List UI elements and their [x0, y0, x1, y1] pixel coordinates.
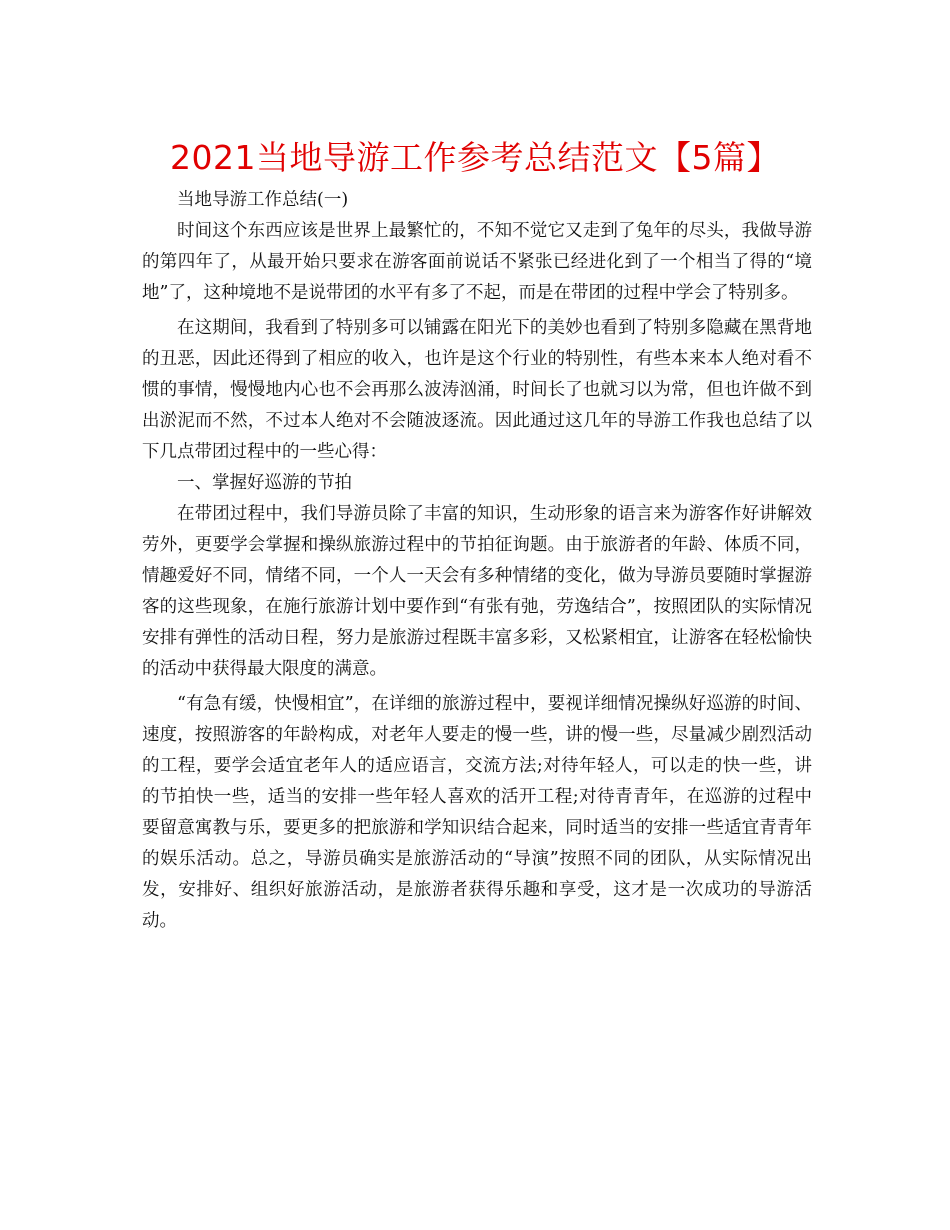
body-paragraph: 在带团过程中，我们导游员除了丰富的知识，生动形象的语言来为游客作好讲解效劳外，更要学会掌握和操纵旅游过程中的节拍征询题。由于旅游者的年龄、体质不同，情趣爱好不同，情绪不同，一个人一天会有多种情绪的变化，做为导游员要随时掌握游客的这些现象，在施行旅游计划中要作到“有张有弛，劳逸结合”，按照团队的实际情况安排有弹性的活动日程，努力是旅游过程既丰富多彩，又松紧相宜，让游客在轻松愉快的活动中获得最大限度的满意。: [142, 504, 812, 679]
subsection-heading: 一、掌握好巡游的节拍: [177, 473, 352, 493]
document-body: [142, 185, 812, 937]
document-title: 2021当地导游工作参考总结范文【5篇】: [170, 138, 780, 177]
section-heading: 当地导游工作总结(一): [177, 190, 349, 210]
body-paragraph: 在这期间，我看到了特别多可以铺露在阳光下的美妙也看到了特别多隐藏在黑背地的丑恶，因此还得到了相应的收入，也许是这个行业的特别性，有些本来本人绝对看不惯的事情，慢慢地内心也不会再那么波涛汹涌，时间长了也就习以为常，但也许做不到出淤泥而不然，不过本人绝对不会随波逐流。因此通过这几年的导游工作我也总结了以下几点带团过程中的一些心得：: [142, 318, 812, 462]
body-paragraph: 时间这个东西应该是世界上最繁忙的，不知不觉它又走到了兔年的尽头，我做导游的第四年了，从最开始只要求在游客面前说话不紧张已经进化到了一个相当了得的“境地”了，这种境地不是说带团的水平有多了不起，而是在带团的过程中学会了特别多。: [142, 221, 812, 303]
body-paragraph: “有急有缓，快慢相宜”，在详细的旅游过程中，要视详细情况操纵好巡游的时间、速度，按照游客的年龄构成，对老年人要走的慢一些，讲的慢一些，尽量减少剧烈活动的工程，要学会适宜老年人的适应语言，交流方法;对待年轻人，可以走的快一些，讲的节拍快一些，适当的安排一些年轻人喜欢的活开工程;对待青青年，在巡游的过程中要留意寓教与乐，要更多的把旅游和学知识结合起来，同时适当的安排一些适宜青青年的娱乐活动。总之，导游员确实是旅游活动的“导演”按照不同的团队，从实际情况出发，安排好、组织好旅游活动，是旅游者获得乐趣和享受，这才是一次成功的导游活动。: [142, 694, 812, 931]
